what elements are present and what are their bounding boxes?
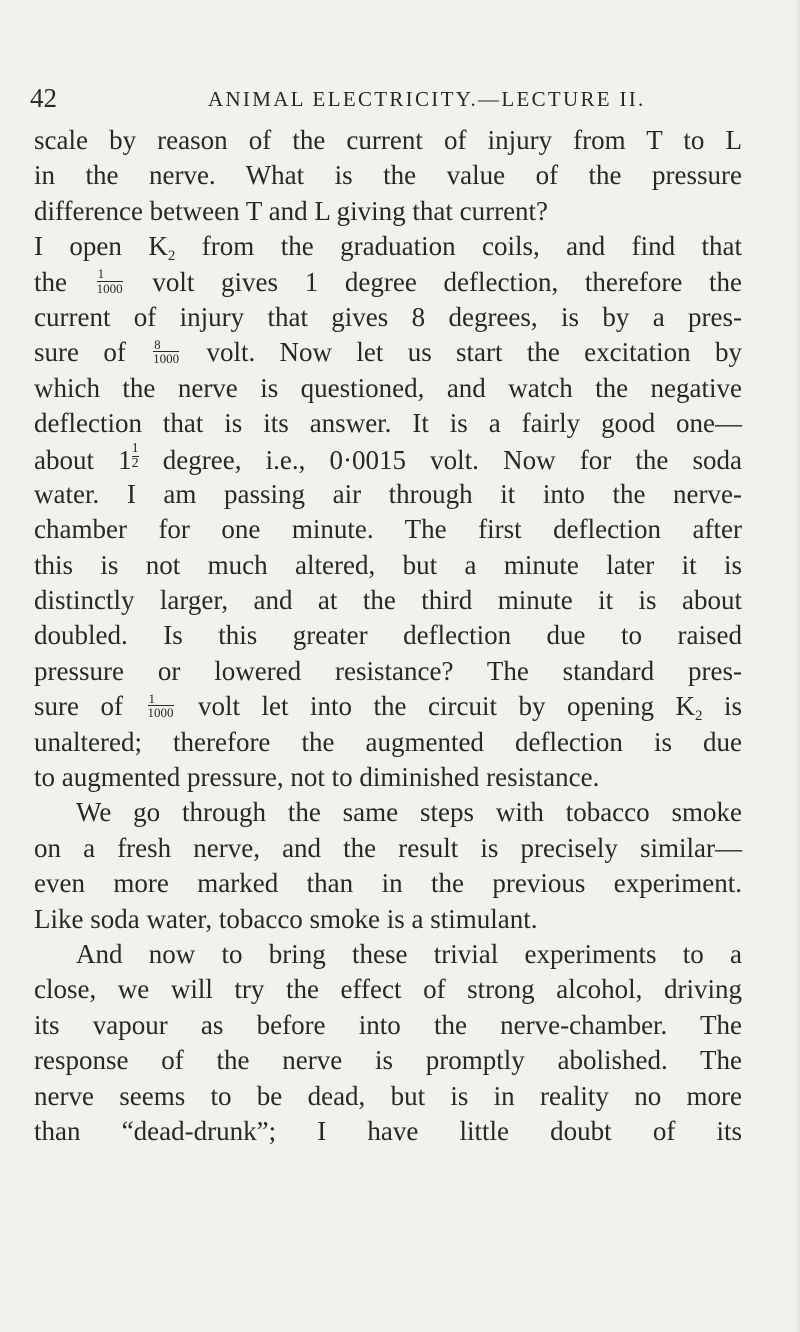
text-line-23: Like soda water, tobacco smoke is a stimulant.: [34, 903, 538, 934]
text-line-18: unaltered; therefore the augmented deflection is due: [34, 726, 742, 757]
text-line-15: doubled. Is this greater deflection due to raised: [34, 620, 742, 651]
fraction: $\frac{8}{1000}$: [153, 337, 180, 367]
text-line-1: scale by reason of the current of injury from T to L: [34, 125, 742, 155]
text-line-16: pressure or lowered resistance? The standard pres-: [34, 655, 742, 686]
text-line-25: close, we will try the effect of strong alcohol, driving: [34, 974, 742, 1005]
fraction: $\frac{1}{1000}$: [96, 266, 123, 296]
text-line-13: this is not much altered, but a minute later it is: [34, 549, 742, 580]
text-line-24: And now to bring these trivial experiments to a: [76, 938, 742, 969]
text-line-3: difference between T and L giving that current?: [34, 195, 549, 226]
text-line-17: sure of $\frac{1}{1000}$ volt let into the circuit by opening $K_2$ is: [34, 690, 742, 725]
text-line-8: which the nerve is questioned, and watch the negative: [34, 372, 742, 403]
text-line-22: even more marked than in the previous experiment.: [34, 868, 742, 899]
text-line-12: chamber for one minute. The first deflection after: [34, 514, 742, 545]
page-number: 42: [30, 83, 57, 113]
page-edge-shadow: [794, 0, 800, 1332]
text-line-29: than “dead-drunk”; I have little doubt of its: [34, 1115, 742, 1146]
running-head: ANIMAL ELECTRICITY.—LECTURE II.: [208, 87, 646, 111]
text-line-10: about 1 $\frac{1}{2}$ degree, i.e., 0·0015 volt. Now for the soda: [34, 440, 742, 475]
text-line-9: deflection that is its answer. It is a fairly good one—: [34, 408, 742, 439]
text-line-4: I open $K_2$ from the graduation coils, and find that: [34, 231, 742, 265]
fraction-half: $\frac{1}{2}$: [131, 440, 139, 471]
text-line-6: current of injury that gives 8 degrees, is by a pres-: [34, 301, 742, 332]
text-line-11: water. I am passing air through it into the nerve-: [34, 478, 742, 509]
text-line-28: nerve seems to be dead, but is in reality no more: [34, 1080, 742, 1111]
text-line-20: We go through the same steps with tobacco smoke: [76, 797, 742, 828]
text-line-27: response of the nerve is promptly abolished. The: [34, 1045, 742, 1076]
text-line-2: in the nerve. What is the value of the pressure: [34, 160, 742, 191]
text-line-5: the $\frac{1}{1000}$ volt gives 1 degree deflection, therefore the: [34, 266, 742, 297]
fraction: $\frac{1}{1000}$: [147, 690, 174, 721]
text-line-21: on a fresh nerve, and the result is precisely similar—: [34, 832, 742, 863]
text-line-14: distinctly larger, and at the third minute it is about: [34, 585, 742, 616]
text-line-19: to augmented pressure, not to diminished resistance.: [34, 762, 600, 793]
text-line-7: sure of $\frac{8}{1000}$ volt. Now let us start the excitation by: [34, 337, 742, 368]
text-line-26: its vapour as before into the nerve-chamber. The: [34, 1009, 742, 1040]
body-text: [34, 123, 742, 1149]
